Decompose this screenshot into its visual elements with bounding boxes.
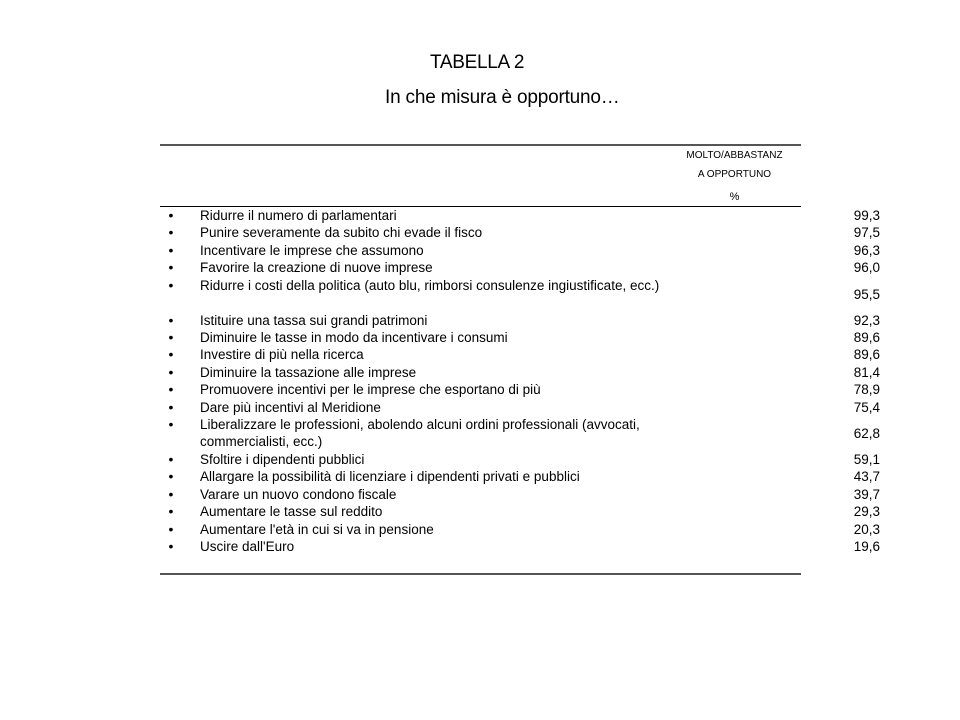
table-row [160,451,880,468]
table-row [160,311,880,329]
row-label: Sfoltire i dipendenti pubblici [200,452,365,467]
row-value: 20,3 [853,521,880,537]
row-label: Promuovere incentivi per le imprese che esportano di più [200,382,541,398]
row-value: 29,3 [853,504,880,520]
table-row [160,416,880,451]
row-label: Aumentare le tasse sul reddito [200,504,383,520]
table-row [160,329,880,346]
table-row [160,485,880,503]
row-label: Ridurre il numero di parlamentari [200,208,397,223]
row-value: 96,3 [853,242,880,258]
table-row [160,207,880,224]
row-label: Aumentare l'età in cui si va in pensione [200,521,434,537]
bullet-icon: • [168,346,174,363]
bullet-icon: • [168,485,174,502]
table-row [160,241,880,259]
bullet-icon: • [168,520,174,537]
row-value: 97,5 [853,225,880,241]
bullet-icon: • [168,381,174,398]
bullet-icon: • [168,259,174,276]
row-value: 62,8 [853,426,880,441]
table-row [160,468,880,485]
row-value: 96,0 [853,260,880,276]
row-value: 59,1 [853,452,880,467]
table-row [160,503,880,520]
row-label: Punire severamente da subito chi evade il fisco [200,225,483,241]
bullet-icon: • [168,363,174,380]
row-value: 19,6 [853,539,880,554]
bullet-icon: • [168,329,174,345]
bullet-icon: • [168,276,174,293]
bullet-icon: • [168,416,174,432]
row-label: Liberalizzare le professioni, abolendo alcuni ordini professionali (avvocati, commercialisti, ecc.) [200,417,640,449]
row-value: 39,7 [853,486,880,502]
bullet-icon: • [168,241,174,258]
bullet-icon: • [168,538,174,554]
table-row [160,538,880,555]
row-value: 81,4 [853,364,880,380]
table-top-rule [160,144,801,146]
row-label: Diminuire la tassazione alle imprese [200,364,417,380]
row-value: 99,3 [853,208,880,223]
table-bottom-rule [160,573,801,575]
row-value: 95,5 [853,286,880,302]
table-row [160,224,880,241]
row-value: 89,6 [853,347,880,363]
row-label: Dare più incentivi al Meridione [200,399,381,415]
table-row [160,363,880,381]
row-value: 43,7 [853,469,880,485]
table-row [160,259,880,276]
bullet-icon: • [168,451,174,467]
row-value: 78,9 [853,382,880,398]
bullet-icon: • [168,224,174,241]
page-subtitle: In che misura è opportuno… [385,87,620,108]
row-label: Istituire una tassa sui grandi patrimoni [200,312,428,328]
table-row [160,276,880,312]
row-label: Investire di più nella ricerca [200,347,364,363]
row-label: Varare un nuovo condono fiscale [200,486,397,502]
row-label: Ridurre i costi della politica (auto blu, rimborsi consulenze ingiustificate, ecc.) [200,277,660,293]
table-row [160,381,880,398]
column-header-line-1: MOLTO/ABBASTANZ [686,150,783,161]
table-row [160,398,880,416]
bullet-icon: • [168,311,174,328]
bullet-icon: • [168,398,174,415]
column-header-unit: % [729,191,740,203]
row-value: 89,6 [853,330,880,345]
row-value: 75,4 [853,399,880,415]
row-label: Incentivare le imprese che assumono [200,242,424,258]
row-label: Allargare la possibilità di licenziare i dipendenti privati e pubblici [200,469,580,485]
bullet-icon: • [168,207,174,223]
bullet-icon: • [168,468,174,485]
row-label: Diminuire le tasse in modo da incentivare i consumi [200,330,508,345]
column-header-line-2: A OPPORTUNO [697,169,772,180]
row-value: 92,3 [853,312,880,328]
page-title: TABELLA 2 [430,52,525,73]
row-label: Uscire dall'Euro [200,539,295,554]
table-row [160,346,880,363]
bullet-icon: • [168,503,174,520]
row-label: Favorire la creazione di nuove imprese [200,260,433,276]
table-row [160,520,880,538]
